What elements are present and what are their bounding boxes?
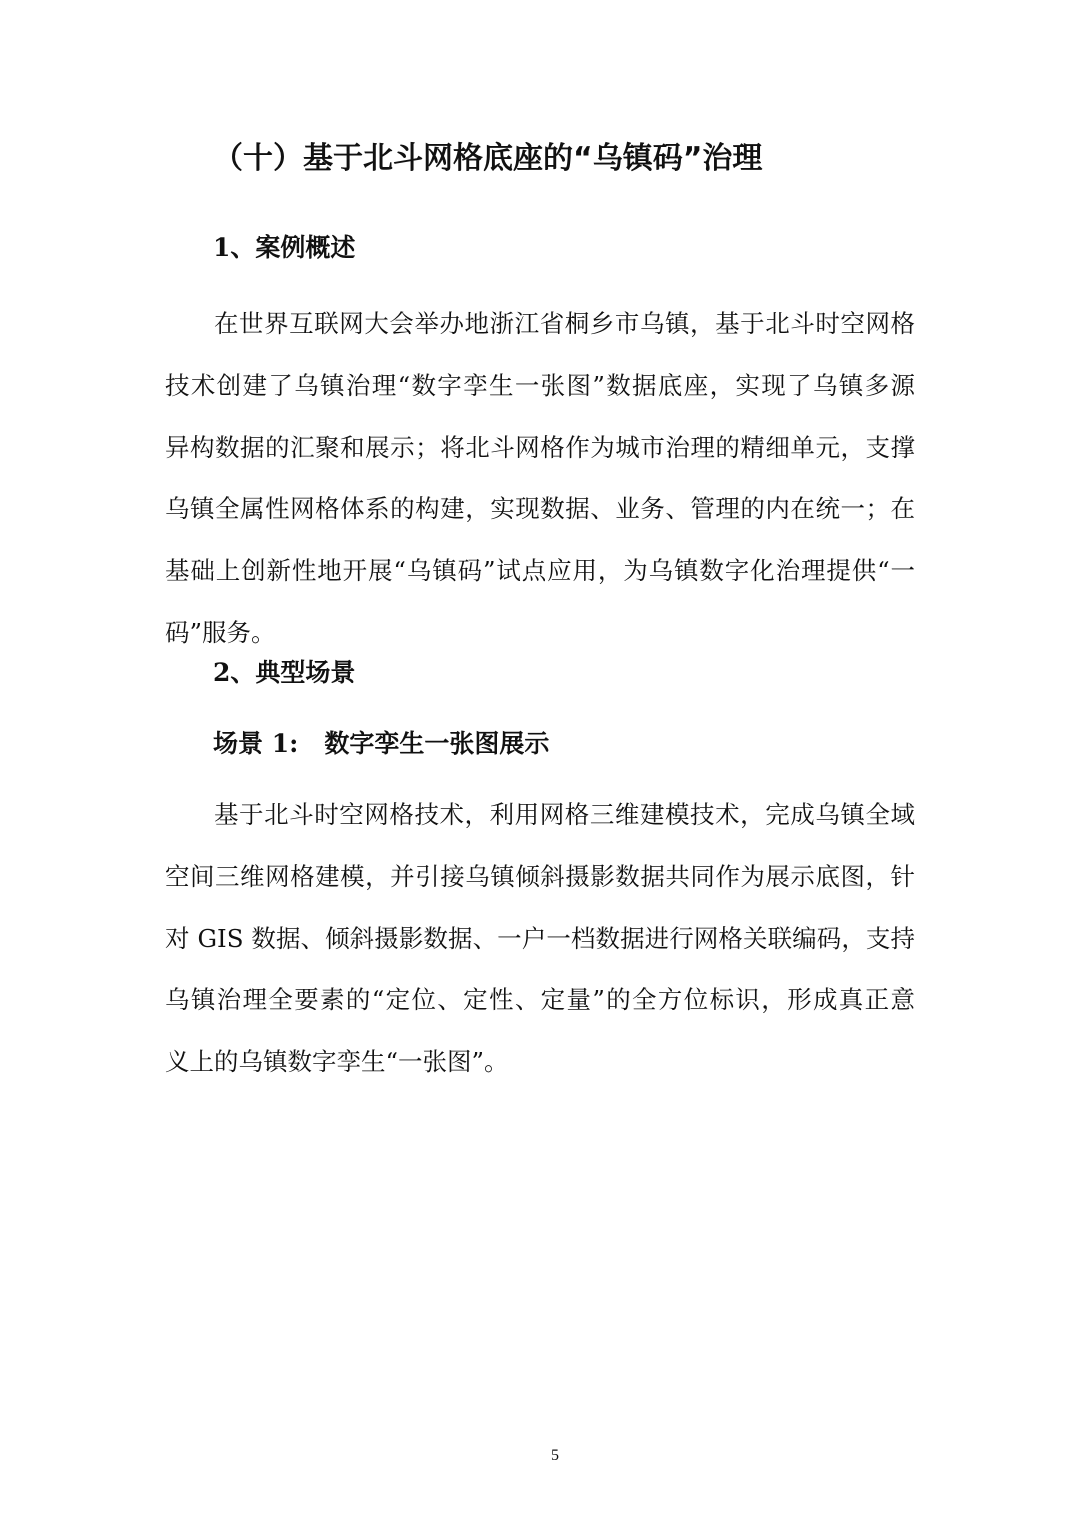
case-overview-paragraph [165,293,915,664]
page-title: （十）基于北斗网格底座的“乌镇码”治理 [213,141,763,176]
paragraph-line: 码”服务。 [165,617,276,647]
paragraph-line: 乌镇治理全要素的“定位、定性、定量”的全方位标识，形成真正意 [165,985,915,1015]
paragraph-line: 乌镇全属性网格体系的构建，实现数据、业务、管理的内在统一；在 [165,494,915,524]
section-heading-typical-scenarios: 2、典型场景 [213,658,356,687]
scene-title: 数字孪生一张图展示 [324,729,550,758]
scene-heading [213,724,549,764]
section-heading-case-overview: 1、案例概述 [213,233,356,262]
paragraph-line: 义上的乌镇数字孪生“一张图”。 [165,1047,509,1077]
paragraph-line: 异构数据的汇聚和展示；将北斗网格作为城市治理的精细单元，支撑 [165,432,915,462]
paragraph-line: 空间三维网格建模，并引接乌镇倾斜摄影数据共同作为展示底图，针 [165,861,915,891]
paragraph-line: 基于北斗时空网格技术，利用网格三维建模技术，完成乌镇全域 [214,800,915,829]
scene-label: 场景 1: [213,729,299,758]
page-number: 5 [551,1447,559,1464]
paragraph-line: 技术创建了乌镇治理“数字孪生一张图”数据底座，实现了乌镇多源 [165,370,915,400]
paragraph-line: 对 GIS 数据、倾斜摄影数据、一户一档数据进行网格关联编码，支持 [165,923,915,953]
paragraph-line: 在世界互联网大会举办地浙江省桐乡市乌镇，基于北斗时空网格 [214,309,915,338]
paragraph-line: 基础上创新性地开展“乌镇码”试点应用，为乌镇数字化治理提供“一 [165,556,915,586]
scene-paragraph [165,784,915,1093]
